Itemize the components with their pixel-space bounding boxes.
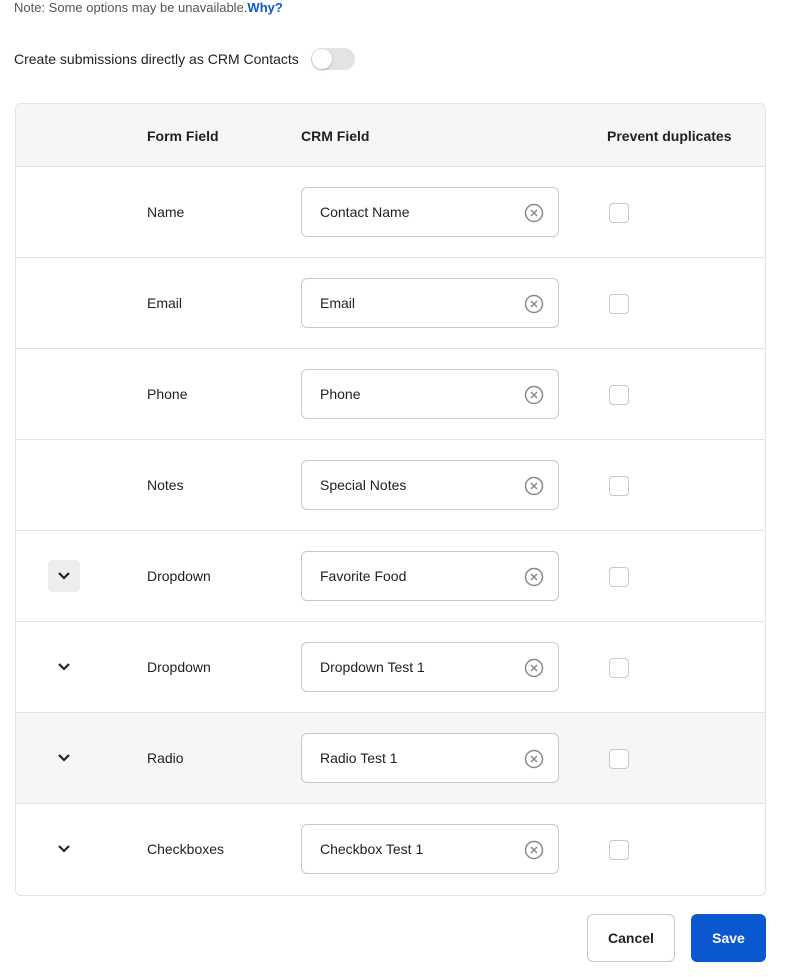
expand-button[interactable] xyxy=(48,560,80,592)
form-field-name: Email xyxy=(147,295,183,311)
crm-field-value: Contact Name xyxy=(320,204,410,220)
prevent-duplicates-checkbox[interactable] xyxy=(609,476,629,496)
table-body xyxy=(16,167,765,895)
table-header xyxy=(16,104,765,167)
cancel-button[interactable]: Cancel xyxy=(587,914,675,962)
crm-field-value: Dropdown Test 1 xyxy=(320,659,425,675)
crm-field-select[interactable] xyxy=(301,460,559,510)
chevron-down-icon xyxy=(57,662,71,672)
prevent-duplicates-checkbox[interactable] xyxy=(609,385,629,405)
prevent-duplicates-checkbox[interactable] xyxy=(609,294,629,314)
crm-field-value: Radio Test 1 xyxy=(320,750,398,766)
create-contacts-setting xyxy=(14,48,355,70)
clear-icon[interactable] xyxy=(524,658,544,678)
prevent-duplicates-checkbox[interactable] xyxy=(609,840,629,860)
clear-icon[interactable] xyxy=(524,476,544,496)
table-row xyxy=(16,349,765,440)
note-label: Note: Some options may be unavailable. xyxy=(14,0,248,15)
crm-field-select[interactable] xyxy=(301,187,559,237)
form-field-name: Dropdown xyxy=(147,659,211,675)
form-field-name: Radio xyxy=(147,750,184,766)
prevent-duplicates-checkbox[interactable] xyxy=(609,567,629,587)
crm-field-value: Checkbox Test 1 xyxy=(320,841,424,857)
table-row xyxy=(16,440,765,531)
header-form-field: Form Field xyxy=(147,128,219,144)
table-row xyxy=(16,531,765,622)
table-row xyxy=(16,622,765,713)
expand-button[interactable] xyxy=(48,742,80,774)
clear-icon[interactable] xyxy=(524,840,544,860)
prevent-duplicates-checkbox[interactable] xyxy=(609,203,629,223)
header-prevent-duplicates: Prevent duplicates xyxy=(607,128,732,144)
form-field-name: Checkboxes xyxy=(147,841,225,857)
crm-field-select[interactable] xyxy=(301,369,559,419)
save-button[interactable]: Save xyxy=(691,914,766,962)
crm-field-value: Email xyxy=(320,295,356,311)
crm-field-select[interactable] xyxy=(301,551,559,601)
table-row xyxy=(16,713,765,804)
prevent-duplicates-checkbox[interactable] xyxy=(609,749,629,769)
chevron-down-icon xyxy=(57,753,71,763)
header-crm-field: CRM Field xyxy=(301,128,370,144)
table-row xyxy=(16,167,765,258)
toggle-knob xyxy=(312,49,332,69)
crm-field-value: Special Notes xyxy=(320,477,407,493)
why-link[interactable]: Why? xyxy=(247,0,283,15)
crm-field-select[interactable] xyxy=(301,824,559,874)
crm-field-select[interactable] xyxy=(301,278,559,328)
form-field-name: Notes xyxy=(147,477,184,493)
expand-button[interactable] xyxy=(48,833,80,865)
clear-icon[interactable] xyxy=(524,294,544,314)
form-field-name: Dropdown xyxy=(147,568,211,584)
clear-icon[interactable] xyxy=(524,203,544,223)
toggle-label: Create submissions directly as CRM Contacts xyxy=(14,51,299,67)
note-text xyxy=(14,0,283,16)
crm-field-value: Phone xyxy=(320,386,361,402)
chevron-down-icon xyxy=(57,571,71,581)
clear-icon[interactable] xyxy=(524,567,544,587)
clear-icon[interactable] xyxy=(524,385,544,405)
crm-field-select[interactable] xyxy=(301,733,559,783)
create-contacts-toggle[interactable] xyxy=(311,48,355,70)
form-field-name: Name xyxy=(147,204,185,220)
form-field-name: Phone xyxy=(147,386,188,402)
chevron-down-icon xyxy=(57,844,71,854)
crm-field-value: Favorite Food xyxy=(320,568,407,584)
crm-field-select[interactable] xyxy=(301,642,559,692)
expand-button[interactable] xyxy=(48,651,80,683)
prevent-duplicates-checkbox[interactable] xyxy=(609,658,629,678)
table-row xyxy=(16,804,765,895)
table-row xyxy=(16,258,765,349)
clear-icon[interactable] xyxy=(524,749,544,769)
field-mapping-table xyxy=(15,103,766,896)
